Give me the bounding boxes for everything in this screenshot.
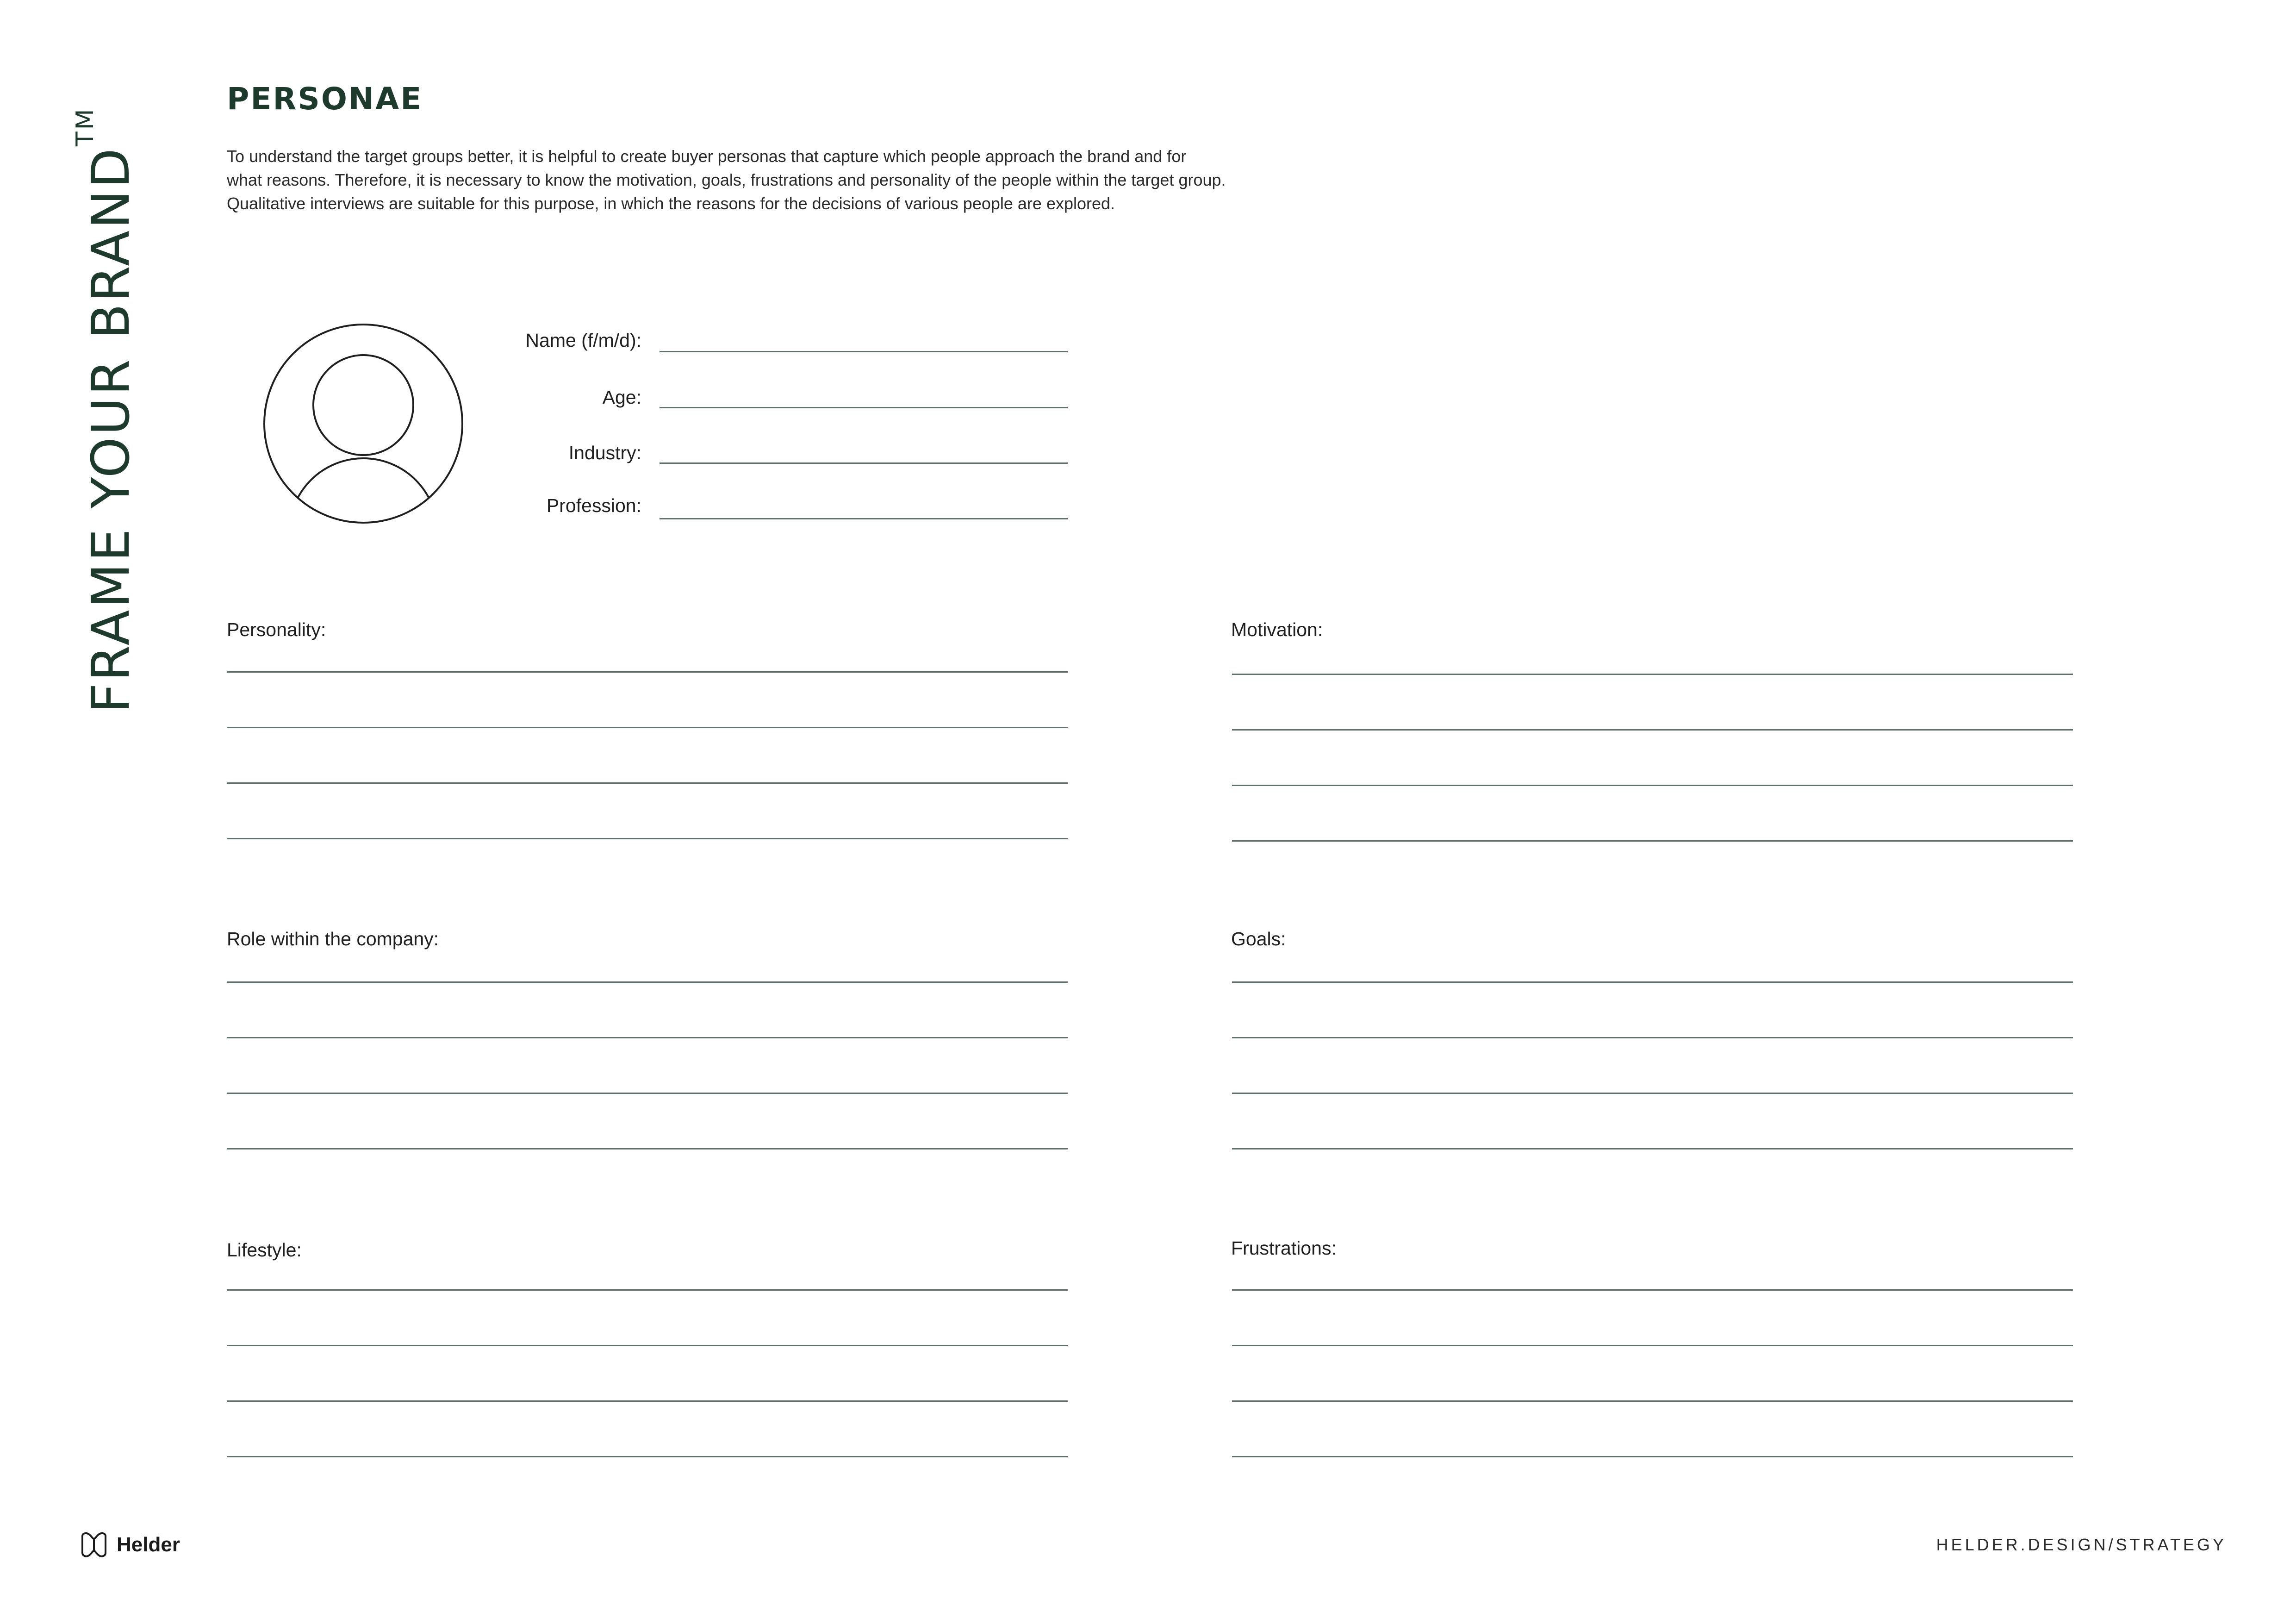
goals-line[interactable]: [1232, 1148, 2073, 1149]
industry-field-label: Industry:: [568, 442, 641, 463]
intro-line: Qualitative interviews are suitable for this purpose, in which the reasons for the decisions of various people are explored.: [227, 194, 1115, 213]
personality-line[interactable]: [227, 671, 1068, 673]
goals-label: Goals:: [1231, 928, 1286, 949]
role-line[interactable]: [227, 1093, 1068, 1094]
name-field-line[interactable]: [660, 351, 1068, 352]
industry-field-line[interactable]: [660, 462, 1068, 464]
motivation-line[interactable]: [1232, 674, 2073, 675]
frustrations-label: Frustrations:: [1231, 1237, 1337, 1259]
lifestyle-line[interactable]: [227, 1289, 1068, 1291]
brand-title-text: FRAME YOUR BRAND: [81, 146, 141, 713]
frustrations-line[interactable]: [1232, 1289, 2073, 1291]
lifestyle-line[interactable]: [227, 1400, 1068, 1402]
motivation-line[interactable]: [1232, 729, 2073, 731]
goals-line[interactable]: [1232, 1093, 2073, 1094]
role-line[interactable]: [227, 1148, 1068, 1149]
trademark-mark: TM: [71, 107, 99, 147]
helder-logo: [80, 1531, 180, 1558]
intro-paragraph: [227, 144, 1375, 215]
lifestyle-label: Lifestyle:: [227, 1239, 302, 1261]
lifestyle-line[interactable]: [227, 1456, 1068, 1457]
helder-logo-icon: [80, 1531, 108, 1558]
brand-vertical-title: [65, 74, 157, 713]
personality-line[interactable]: [227, 782, 1068, 784]
page-title: PERSONAE: [227, 81, 423, 117]
age-field-label: Age:: [602, 387, 641, 408]
intro-line: what reasons. Therefore, it is necessary to know the motivation, goals, frustrations and personality of the people within the target group.: [227, 170, 1226, 189]
lifestyle-line[interactable]: [227, 1345, 1068, 1346]
motivation-line[interactable]: [1232, 785, 2073, 786]
frustrations-line[interactable]: [1232, 1456, 2073, 1457]
personality-line[interactable]: [227, 838, 1068, 839]
goals-line[interactable]: [1232, 981, 2073, 983]
motivation-line[interactable]: [1232, 840, 2073, 842]
role-line[interactable]: [227, 1037, 1068, 1038]
age-field-line[interactable]: [660, 407, 1068, 408]
personality-line[interactable]: [227, 727, 1068, 728]
helder-logo-text: Helder: [117, 1533, 180, 1556]
motivation-label: Motivation:: [1231, 619, 1323, 640]
role-line[interactable]: [227, 981, 1068, 983]
role-label: Role within the company:: [227, 928, 439, 949]
footer-url-link[interactable]: HELDER.DESIGN/STRATEGY: [1936, 1535, 2227, 1554]
frustrations-line[interactable]: [1232, 1400, 2073, 1402]
profession-field-label: Profession:: [546, 495, 641, 516]
profession-field-line[interactable]: [660, 518, 1068, 519]
name-field-label: Name (f/m/d):: [525, 330, 641, 351]
personality-label: Personality:: [227, 619, 326, 640]
intro-line: To understand the target groups better, it is helpful to create buyer personas that capture which people approach the brand and for: [227, 147, 1187, 166]
goals-line[interactable]: [1232, 1037, 2073, 1038]
frustrations-line[interactable]: [1232, 1345, 2073, 1346]
